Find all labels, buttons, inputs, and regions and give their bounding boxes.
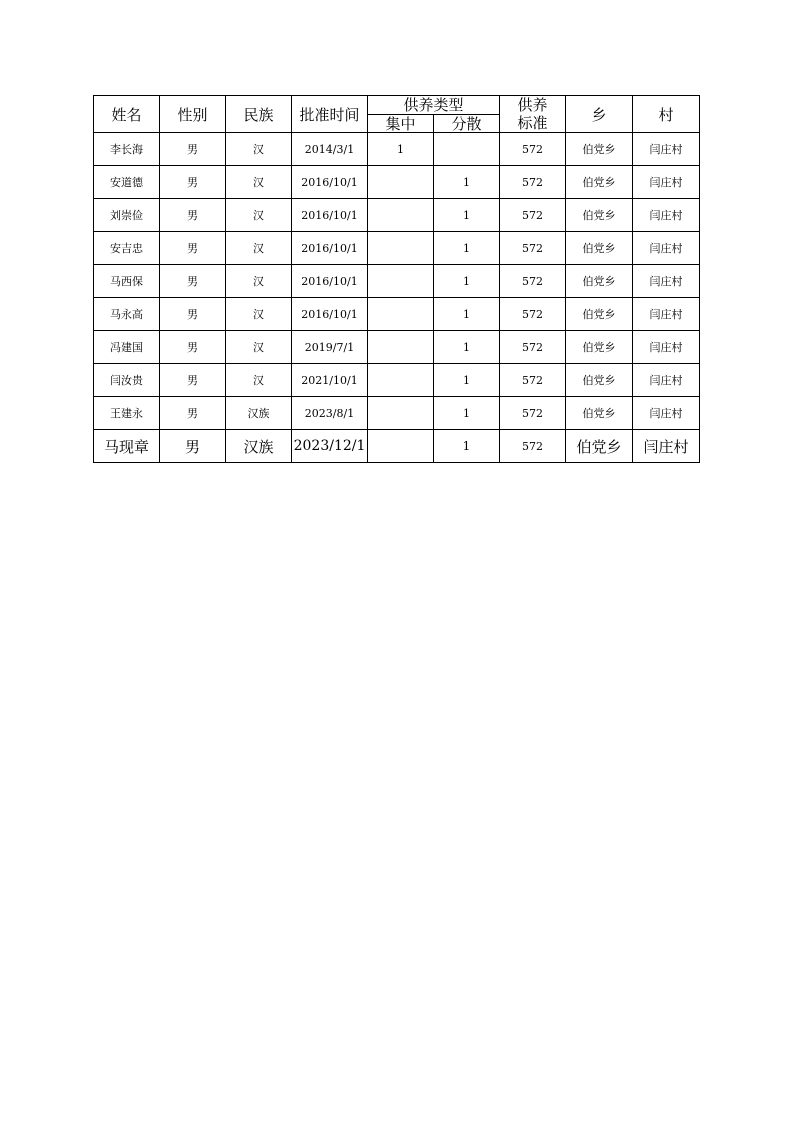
- cell-dispersed: 1: [434, 232, 500, 265]
- cell-name: 王建永: [94, 397, 160, 430]
- header-name: 姓名: [94, 96, 160, 133]
- cell-centralized: [368, 232, 434, 265]
- cell-village: 闫庄村: [633, 331, 700, 364]
- cell-sex: 男: [160, 298, 226, 331]
- table-row: [94, 298, 700, 331]
- cell-ethnicity: 汉: [226, 133, 292, 166]
- cell-dispersed: 1: [434, 364, 500, 397]
- cell-approval-date: 2016/10/1: [292, 166, 368, 199]
- cell-sex: 男: [160, 364, 226, 397]
- cell-centralized: 1: [368, 133, 434, 166]
- cell-centralized: [368, 331, 434, 364]
- cell-township: 伯党乡: [566, 133, 633, 166]
- header-ethnicity: 民族: [226, 96, 292, 133]
- cell-village: 闫庄村: [633, 133, 700, 166]
- cell-township: 伯党乡: [566, 364, 633, 397]
- cell-dispersed: 1: [434, 430, 500, 463]
- cell-dispersed: [434, 133, 500, 166]
- cell-standard: 572: [500, 265, 566, 298]
- cell-sex: 男: [160, 232, 226, 265]
- cell-township: 伯党乡: [566, 232, 633, 265]
- cell-township: 伯党乡: [566, 166, 633, 199]
- cell-name: 马永高: [94, 298, 160, 331]
- cell-ethnicity: 汉族: [226, 430, 292, 463]
- cell-name: 安吉忠: [94, 232, 160, 265]
- cell-township: 伯党乡: [566, 331, 633, 364]
- cell-standard: 572: [500, 166, 566, 199]
- cell-name: 马现章: [94, 430, 160, 463]
- cell-township: 伯党乡: [566, 199, 633, 232]
- cell-ethnicity: 汉: [226, 331, 292, 364]
- cell-ethnicity: 汉族: [226, 397, 292, 430]
- cell-standard: 572: [500, 430, 566, 463]
- cell-township: 伯党乡: [566, 430, 633, 463]
- header-dispersed: 分散: [434, 115, 500, 133]
- cell-ethnicity: 汉: [226, 232, 292, 265]
- cell-township: 伯党乡: [566, 397, 633, 430]
- cell-sex: 男: [160, 331, 226, 364]
- cell-approval-date: 2016/10/1: [292, 199, 368, 232]
- cell-centralized: [368, 166, 434, 199]
- table-row: [94, 133, 700, 166]
- cell-centralized: [368, 265, 434, 298]
- cell-approval-date: 2016/10/1: [292, 265, 368, 298]
- header-village: 村: [633, 96, 700, 133]
- cell-approval-date: 2023/12/1: [292, 430, 368, 463]
- table-row: [94, 364, 700, 397]
- household-support-table: [93, 95, 700, 463]
- cell-centralized: [368, 199, 434, 232]
- cell-sex: 男: [160, 430, 226, 463]
- cell-name: 李长海: [94, 133, 160, 166]
- cell-centralized: [368, 430, 434, 463]
- cell-ethnicity: 汉: [226, 199, 292, 232]
- cell-standard: 572: [500, 298, 566, 331]
- header-support-type: 供养类型: [368, 96, 500, 115]
- cell-ethnicity: 汉: [226, 265, 292, 298]
- cell-ethnicity: 汉: [226, 364, 292, 397]
- cell-sex: 男: [160, 265, 226, 298]
- cell-approval-date: 2016/10/1: [292, 232, 368, 265]
- header-sex: 性别: [160, 96, 226, 133]
- cell-sex: 男: [160, 133, 226, 166]
- table-row: [94, 199, 700, 232]
- cell-standard: 572: [500, 331, 566, 364]
- cell-approval-date: 2019/7/1: [292, 331, 368, 364]
- cell-name: 安道德: [94, 166, 160, 199]
- table-row: [94, 397, 700, 430]
- cell-approval-date: 2021/10/1: [292, 364, 368, 397]
- cell-township: 伯党乡: [566, 298, 633, 331]
- header-support-standard: [500, 96, 566, 133]
- cell-centralized: [368, 364, 434, 397]
- cell-approval-date: 2016/10/1: [292, 298, 368, 331]
- header-approval-date: 批准时间: [292, 96, 368, 133]
- cell-standard: 572: [500, 199, 566, 232]
- cell-approval-date: 2014/3/1: [292, 133, 368, 166]
- cell-village: 闫庄村: [633, 166, 700, 199]
- cell-name: 冯建国: [94, 331, 160, 364]
- cell-standard: 572: [500, 364, 566, 397]
- cell-sex: 男: [160, 166, 226, 199]
- cell-village: 闫庄村: [633, 364, 700, 397]
- table-row: [94, 232, 700, 265]
- cell-township: 伯党乡: [566, 265, 633, 298]
- cell-standard: 572: [500, 232, 566, 265]
- header-centralized: 集中: [368, 115, 434, 133]
- cell-centralized: [368, 397, 434, 430]
- cell-village: 闫庄村: [633, 199, 700, 232]
- cell-village: 闫庄村: [633, 298, 700, 331]
- cell-dispersed: 1: [434, 397, 500, 430]
- cell-village: 闫庄村: [633, 430, 700, 463]
- table-row: [94, 166, 700, 199]
- cell-name: 刘崇俭: [94, 199, 160, 232]
- header-support-standard-line1: 供养: [517, 96, 548, 114]
- cell-approval-date: 2023/8/1: [292, 397, 368, 430]
- cell-sex: 男: [160, 397, 226, 430]
- cell-centralized: [368, 298, 434, 331]
- cell-ethnicity: 汉: [226, 298, 292, 331]
- table-row: [94, 430, 700, 463]
- cell-village: 闫庄村: [633, 265, 700, 298]
- cell-standard: 572: [500, 133, 566, 166]
- header-support-standard-line2: 标准: [517, 114, 548, 132]
- cell-village: 闫庄村: [633, 397, 700, 430]
- header-township: 乡: [566, 96, 633, 133]
- cell-sex: 男: [160, 199, 226, 232]
- cell-ethnicity: 汉: [226, 166, 292, 199]
- cell-village: 闫庄村: [633, 232, 700, 265]
- table-row: [94, 265, 700, 298]
- cell-standard: 572: [500, 397, 566, 430]
- cell-dispersed: 1: [434, 265, 500, 298]
- table-row: [94, 331, 700, 364]
- cell-name: 闫汝贵: [94, 364, 160, 397]
- cell-dispersed: 1: [434, 199, 500, 232]
- cell-name: 马西保: [94, 265, 160, 298]
- cell-dispersed: 1: [434, 298, 500, 331]
- cell-dispersed: 1: [434, 166, 500, 199]
- cell-dispersed: 1: [434, 331, 500, 364]
